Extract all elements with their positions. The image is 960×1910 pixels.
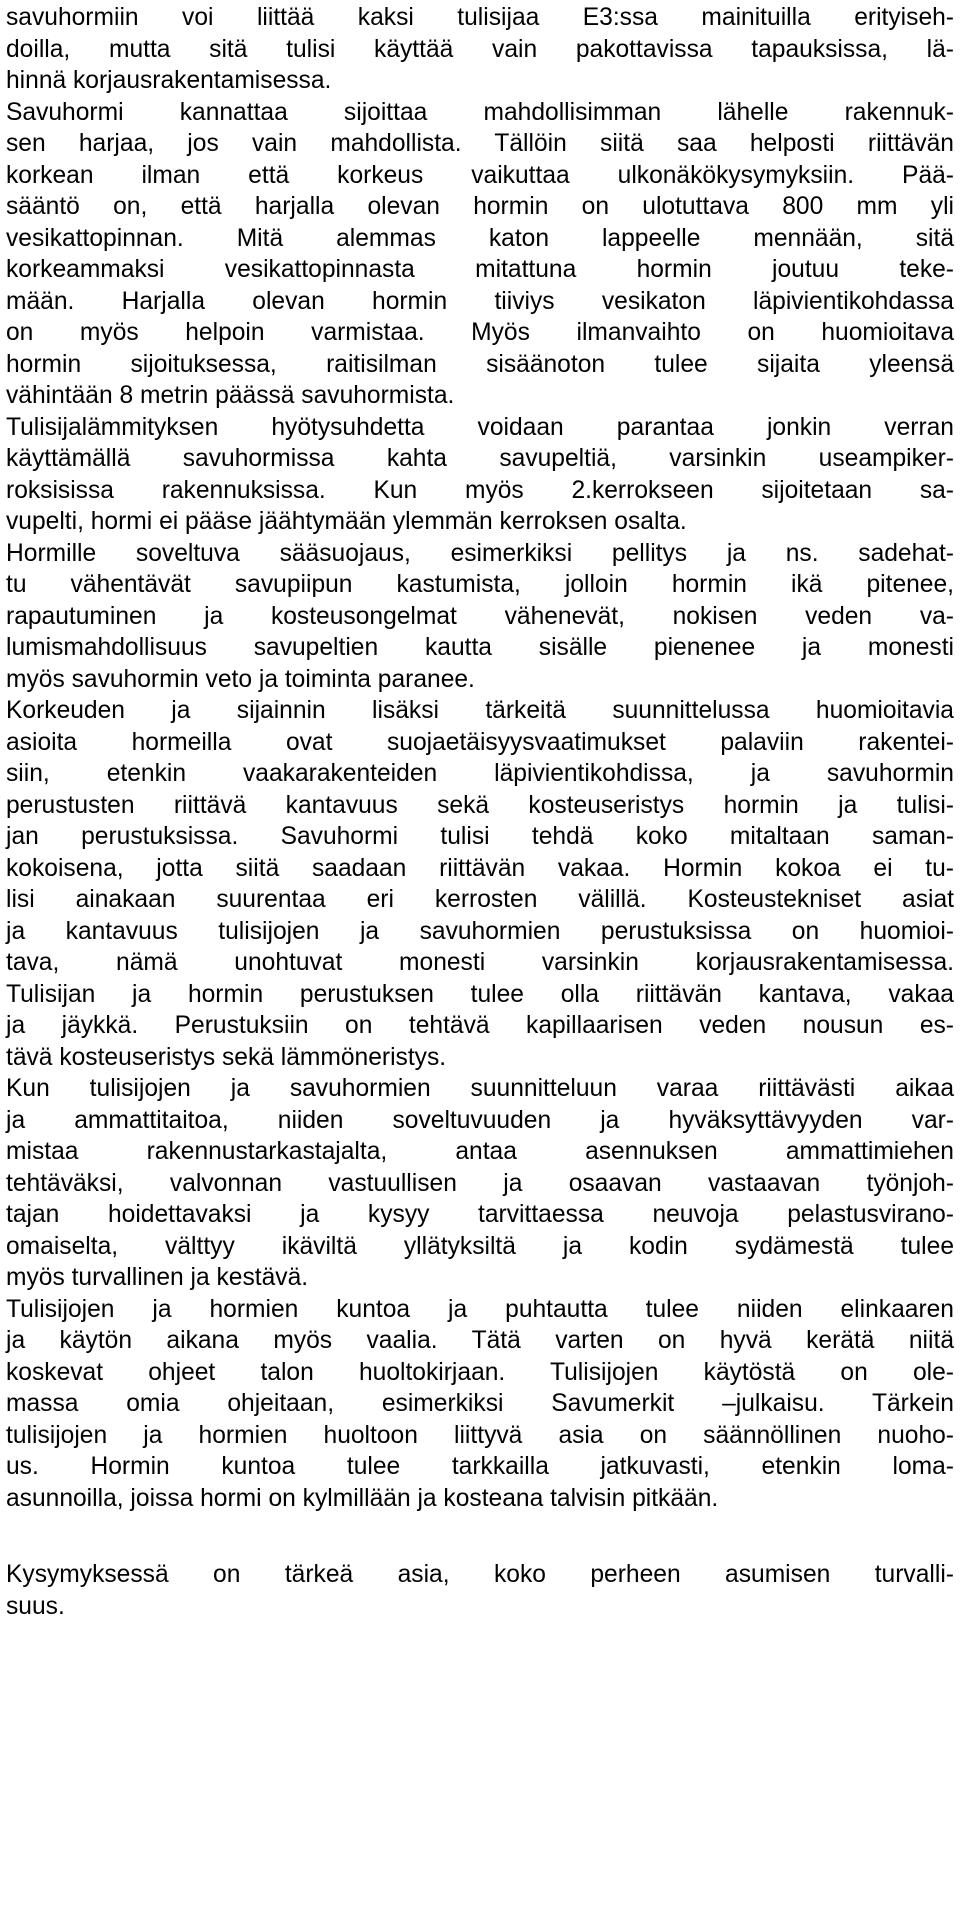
text-line: massa omia ohjeitaan, esimerkiksi Savumerkit –julkaisu. Tärkein: [6, 1390, 954, 1417]
text-line: mistaa rakennustarkastajalta, antaa asennuksen ammattimiehen: [6, 1138, 954, 1165]
text-line: ja käytön aikana myös vaalia. Tätä varten on hyvä kerätä niitä: [6, 1327, 954, 1354]
text-line: tajan hoidettavaksi ja kysyy tarvittaessa neuvoja pelastusvirano-: [6, 1201, 954, 1228]
text-line: Hormille soveltuva sääsuojaus, esimerkiksi pellitys ja ns. sadehat-: [6, 539, 954, 567]
text-line: ja jäykkä. Perustuksiin on tehtävä kapillaarisen veden nousun es-: [6, 1012, 954, 1039]
text-line: ja kantavuus tulisijojen ja savuhormien perustuksissa on huomioi-: [6, 917, 954, 945]
text-line: lisi ainakaan suurentaa eri kerrosten välillä. Kosteustekniset asiat: [6, 886, 954, 913]
text-line: kokoisena, jotta siitä saadaan riittävän vakaa. Hormin kokoa ei tu-: [6, 854, 954, 882]
text-line: käyttämällä savuhormissa kahta savupeltiä, varsinkin useampiker-: [6, 445, 954, 472]
text-line: tävä kosteuseristys sekä lämmöneristys.: [6, 1043, 447, 1071]
text-line: savuhormiin voi liittää kaksi tulisijaa E3:ssa mainituilla erityiseh-: [6, 4, 954, 31]
text-line: mään. Harjalla olevan hormin tiiviys vesikaton läpivientikohdassa: [6, 287, 954, 315]
text-line: sen harjaa, jos vain mahdollista. Tällöin siitä saa helposti riittävän: [6, 130, 954, 157]
text-line: korkeammaksi vesikattopinnasta mitattuna hormin joutuu teke-: [6, 256, 954, 283]
text-line: tehtäväksi, valvonnan vastuullisen ja osaavan vastaavan työnjoh-: [6, 1169, 954, 1197]
text-line: hormin sijoituksessa, raitisilman sisäänoton tulee sijaita yleensä: [6, 350, 954, 378]
text-line: Savuhormi kannattaa sijoittaa mahdollisimman lähelle rakennuk-: [6, 98, 954, 126]
text-line: perustusten riittävä kantavuus sekä kosteuseristys hormin ja tulisi-: [6, 791, 954, 819]
text-line: koskevat ohjeet talon huoltokirjaan. Tulisijojen käytöstä on ole-: [6, 1358, 954, 1386]
text-line: Tulisijalämmityksen hyötysuhdetta voidaan parantaa jonkin verran: [6, 413, 954, 441]
text-line: tu vähentävät savupiipun kastumista, jolloin hormin ikä pitenee,: [6, 571, 954, 598]
text-line: lumismahdollisuus savupeltien kautta sisälle pienenee ja monesti: [6, 634, 954, 661]
text-line: vähintään 8 metrin päässä savuhormista.: [6, 382, 455, 409]
text-line: hinnä korjausrakentamisessa.: [6, 67, 332, 94]
text-line: Tulisijojen ja hormien kuntoa ja puhtautta tulee niiden elinkaaren: [6, 1295, 954, 1323]
text-line: myös turvallinen ja kestävä.: [6, 1264, 309, 1291]
text-line: jan perustuksissa. Savuhormi tulisi tehdä koko mitaltaan saman-: [6, 823, 954, 850]
text-line: suus.: [6, 1592, 65, 1620]
text-line: Kun tulisijojen ja savuhormien suunnitteluun varaa riittävästi aikaa: [6, 1075, 954, 1102]
text-line: sääntö on, että harjalla olevan hormin on ulotuttava 800 mm yli: [6, 193, 954, 220]
text-line: korkean ilman että korkeus vaikuttaa ulkonäkökysymyksiin. Pää-: [6, 161, 954, 189]
text-line: ja ammattitaitoa, niiden soveltuvuuden ja hyväksyttävyyden var-: [6, 1106, 954, 1134]
text-line: omaiselta, välttyy ikäviltä yllätyksiltä ja kodin sydämestä tulee: [6, 1232, 954, 1260]
text-line: Korkeuden ja sijainnin lisäksi tärkeitä suunnittelussa huomioitavia: [6, 697, 954, 724]
body-text: [6, 2, 954, 1622]
text-line: on myös helpoin varmistaa. Myös ilmanvaihto on huomioitava: [6, 319, 954, 346]
text-line: vupelti, hormi ei pääse jäähtymään ylemmän kerroksen osalta.: [6, 508, 687, 535]
text-line: tava, nämä unohtuvat monesti varsinkin korjausrakentamisessa.: [6, 949, 954, 976]
text-line: Kysymyksessä on tärkeä asia, koko perheen asumisen turvalli-: [6, 1561, 954, 1588]
text-line: doilla, mutta sitä tulisi käyttää vain pakottavissa tapauksissa, lä-: [6, 35, 954, 63]
text-line: roksisissa rakennuksissa. Kun myös 2.kerrokseen sijoitetaan sa-: [6, 476, 954, 504]
text-line: Tulisijan ja hormin perustuksen tulee olla riittävän kantava, vakaa: [6, 980, 954, 1008]
text-line: asioita hormeilla ovat suojaetäisyysvaatimukset palaviin rakentei-: [6, 728, 954, 756]
paragraph-gap: [6, 1514, 954, 1559]
text-line: vesikattopinnan. Mitä alemmas katon lappeelle mennään, sitä: [6, 224, 954, 252]
text-line: us. Hormin kuntoa tulee tarkkailla jatkuvasti, etenkin loma-: [6, 1453, 954, 1480]
text-line: asunnoilla, joissa hormi on kylmillään ja kosteana talvisin pitkään.: [6, 1484, 719, 1512]
text-line: tulisijojen ja hormien huoltoon liittyvä asia on säännöllinen nuoho-: [6, 1421, 954, 1449]
text-line: rapautuminen ja kosteusongelmat vähenevät, nokisen veden va-: [6, 602, 954, 630]
text-line: siin, etenkin vaakarakenteiden läpivientikohdissa, ja savuhormin: [6, 760, 954, 787]
text-line: myös savuhormin veto ja toiminta paranee.: [6, 665, 475, 693]
